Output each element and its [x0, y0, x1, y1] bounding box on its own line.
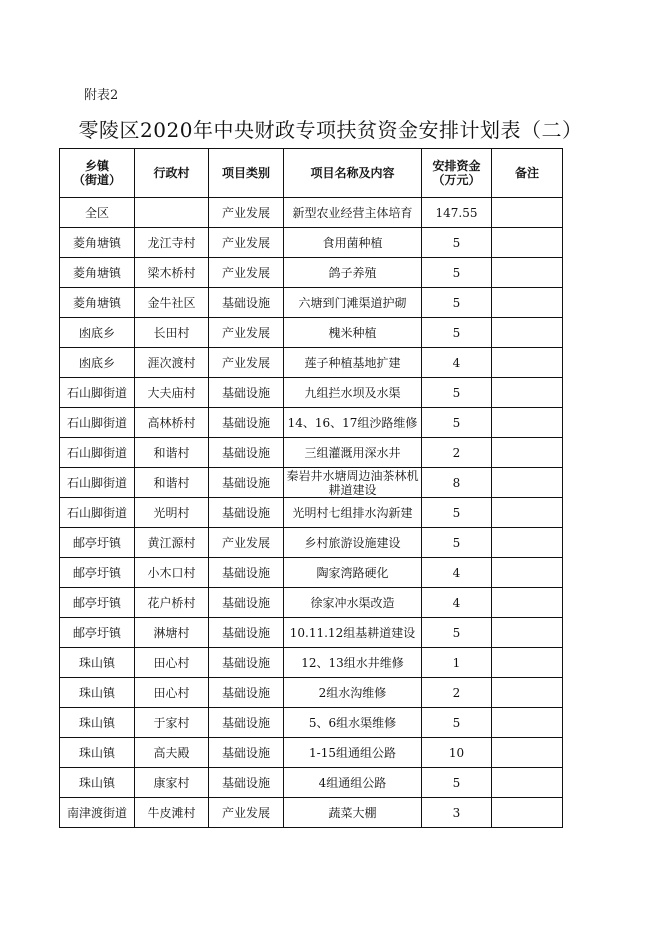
- cell-village: 和谐村: [135, 438, 209, 468]
- cell-funds: 2: [422, 678, 492, 708]
- table-row: [60, 378, 563, 408]
- cell-remarks: [492, 558, 563, 588]
- cell-project: 三组灌溉用深水井: [284, 438, 422, 468]
- cell-village: 田心村: [135, 648, 209, 678]
- cell-category: 产业发展: [209, 228, 284, 258]
- cell-funds: 5: [422, 288, 492, 318]
- cell-township: 邮亭圩镇: [60, 558, 135, 588]
- cell-project: 14、16、17组沙路维修: [284, 408, 422, 438]
- cell-category: 基础设施: [209, 498, 284, 528]
- cell-village: [135, 198, 209, 228]
- cell-remarks: [492, 588, 563, 618]
- cell-village: 光明村: [135, 498, 209, 528]
- cell-village: 金牛社区: [135, 288, 209, 318]
- table-row: [60, 438, 563, 468]
- cell-remarks: [492, 648, 563, 678]
- cell-funds: 4: [422, 558, 492, 588]
- cell-village: 淋塘村: [135, 618, 209, 648]
- table-row: [60, 258, 563, 288]
- cell-project: 六塘到门滩渠道护砌: [284, 288, 422, 318]
- cell-funds: 5: [422, 318, 492, 348]
- cell-village: 梁木桥村: [135, 258, 209, 288]
- cell-project: 新型农业经营主体培育: [284, 198, 422, 228]
- table-row: [60, 468, 563, 498]
- cell-township: 南津渡街道: [60, 798, 135, 828]
- cell-project: 1-15组通组公路: [284, 738, 422, 768]
- cell-funds: 5: [422, 228, 492, 258]
- table-row: [60, 228, 563, 258]
- cell-village: 龙江寺村: [135, 228, 209, 258]
- cell-township: 珠山镇: [60, 648, 135, 678]
- cell-project: 2组水沟维修: [284, 678, 422, 708]
- cell-village: 田心村: [135, 678, 209, 708]
- cell-remarks: [492, 348, 563, 378]
- cell-township: 全区: [60, 198, 135, 228]
- cell-project: 蔬菜大棚: [284, 798, 422, 828]
- cell-township: 石山脚街道: [60, 468, 135, 498]
- table-row: [60, 288, 563, 318]
- header-funds: [422, 149, 492, 198]
- cell-remarks: [492, 408, 563, 438]
- cell-category: 基础设施: [209, 288, 284, 318]
- table-row: [60, 768, 563, 798]
- cell-remarks: [492, 468, 563, 498]
- cell-remarks: [492, 738, 563, 768]
- cell-remarks: [492, 318, 563, 348]
- header-funds-line1: 安排资金: [432, 159, 481, 173]
- cell-township: 珠山镇: [60, 708, 135, 738]
- cell-township: 凼底乡: [60, 348, 135, 378]
- table-row: [60, 738, 563, 768]
- cell-village: 大夫庙村: [135, 378, 209, 408]
- cell-village: 涯次渡村: [135, 348, 209, 378]
- table-row: [60, 198, 563, 228]
- table-row: [60, 588, 563, 618]
- table-row: [60, 558, 563, 588]
- cell-township: 石山脚街道: [60, 438, 135, 468]
- table-row: [60, 528, 563, 558]
- cell-project: 莲子种植基地扩建: [284, 348, 422, 378]
- table-row: [60, 798, 563, 828]
- cell-remarks: [492, 618, 563, 648]
- cell-project: 九组拦水坝及水渠: [284, 378, 422, 408]
- cell-remarks: [492, 288, 563, 318]
- cell-funds: 3: [422, 798, 492, 828]
- cell-category: 基础设施: [209, 438, 284, 468]
- page-title: 零陵区2020年中央财政专项扶贫资金安排计划表（二）: [78, 118, 583, 142]
- cell-category: 产业发展: [209, 318, 284, 348]
- cell-project: 槐米种植: [284, 318, 422, 348]
- cell-village: 小木口村: [135, 558, 209, 588]
- cell-township: 珠山镇: [60, 678, 135, 708]
- cell-category: 基础设施: [209, 768, 284, 798]
- cell-funds: 2: [422, 438, 492, 468]
- cell-funds: 8: [422, 468, 492, 498]
- cell-category: 基础设施: [209, 588, 284, 618]
- cell-village: 高林桥村: [135, 408, 209, 438]
- cell-project: 12、13组水井维修: [284, 648, 422, 678]
- cell-remarks: [492, 378, 563, 408]
- cell-remarks: [492, 798, 563, 828]
- table-row: [60, 618, 563, 648]
- cell-township: 邮亭圩镇: [60, 588, 135, 618]
- cell-funds: 5: [422, 708, 492, 738]
- cell-project: 10.11.12组基耕道建设: [284, 618, 422, 648]
- cell-category: 基础设施: [209, 738, 284, 768]
- cell-township: 凼底乡: [60, 318, 135, 348]
- cell-village: 黄江源村: [135, 528, 209, 558]
- cell-remarks: [492, 708, 563, 738]
- cell-project: 4组通组公路: [284, 768, 422, 798]
- cell-category: 产业发展: [209, 798, 284, 828]
- table-row: [60, 648, 563, 678]
- cell-project: 5、6组水渠维修: [284, 708, 422, 738]
- cell-remarks: [492, 498, 563, 528]
- header-township-line2: （街道）: [72, 173, 121, 187]
- cell-township: 石山脚街道: [60, 378, 135, 408]
- cell-funds: 5: [422, 768, 492, 798]
- cell-remarks: [492, 258, 563, 288]
- cell-project: 光明村七组排水沟新建: [284, 498, 422, 528]
- cell-village: 花户桥村: [135, 588, 209, 618]
- cell-funds: 5: [422, 258, 492, 288]
- cell-remarks: [492, 198, 563, 228]
- cell-township: 石山脚街道: [60, 408, 135, 438]
- table-row: [60, 348, 563, 378]
- cell-funds: 4: [422, 588, 492, 618]
- table-row: [60, 498, 563, 528]
- cell-village: 长田村: [135, 318, 209, 348]
- cell-township: 菱角塘镇: [60, 258, 135, 288]
- cell-village: 牛皮滩村: [135, 798, 209, 828]
- header-project: 项目名称及内容: [284, 149, 422, 198]
- cell-township: 菱角塘镇: [60, 288, 135, 318]
- cell-remarks: [492, 678, 563, 708]
- cell-township: 邮亭圩镇: [60, 618, 135, 648]
- cell-project: 乡村旅游设施建设: [284, 528, 422, 558]
- cell-category: 基础设施: [209, 558, 284, 588]
- cell-township: 菱角塘镇: [60, 228, 135, 258]
- cell-funds: 5: [422, 498, 492, 528]
- cell-category: 基础设施: [209, 708, 284, 738]
- cell-project: 鸽子养殖: [284, 258, 422, 288]
- cell-category: 基础设施: [209, 648, 284, 678]
- cell-township: 珠山镇: [60, 738, 135, 768]
- cell-funds: 5: [422, 528, 492, 558]
- cell-township: 石山脚街道: [60, 498, 135, 528]
- cell-funds: 1: [422, 648, 492, 678]
- cell-remarks: [492, 228, 563, 258]
- cell-category: 基础设施: [209, 378, 284, 408]
- table-header-row: [60, 149, 563, 198]
- cell-category: 产业发展: [209, 348, 284, 378]
- cell-project: 陶家湾路硬化: [284, 558, 422, 588]
- table-row: [60, 318, 563, 348]
- cell-funds: 4: [422, 348, 492, 378]
- cell-project: 食用菌种植: [284, 228, 422, 258]
- header-remarks: 备注: [492, 149, 563, 198]
- cell-township: 邮亭圩镇: [60, 528, 135, 558]
- header-township: [60, 149, 135, 198]
- cell-category: 基础设施: [209, 408, 284, 438]
- cell-remarks: [492, 528, 563, 558]
- cell-funds: 5: [422, 618, 492, 648]
- header-township-line1: 乡镇: [84, 159, 109, 173]
- cell-funds: 147.55: [422, 198, 492, 228]
- cell-category: 产业发展: [209, 198, 284, 228]
- cell-funds: 5: [422, 378, 492, 408]
- cell-village: 高夫殿: [135, 738, 209, 768]
- cell-category: 基础设施: [209, 618, 284, 648]
- cell-funds: 10: [422, 738, 492, 768]
- cell-category: 基础设施: [209, 678, 284, 708]
- cell-category: 产业发展: [209, 258, 284, 288]
- attachment-label: 附表2: [84, 88, 119, 103]
- cell-remarks: [492, 768, 563, 798]
- header-funds-line2: （万元）: [432, 173, 481, 187]
- header-category: 项目类别: [209, 149, 284, 198]
- funding-plan-table: [59, 148, 563, 828]
- cell-project: 秦岩井水塘周边油茶林机耕道建设: [284, 468, 422, 498]
- cell-village: 和谐村: [135, 468, 209, 498]
- cell-village: 康家村: [135, 768, 209, 798]
- cell-township: 珠山镇: [60, 768, 135, 798]
- cell-category: 基础设施: [209, 468, 284, 498]
- table-row: [60, 678, 563, 708]
- cell-project: 徐家冲水渠改造: [284, 588, 422, 618]
- table-row: [60, 708, 563, 738]
- cell-category: 产业发展: [209, 528, 284, 558]
- table-row: [60, 408, 563, 438]
- header-village: 行政村: [135, 149, 209, 198]
- cell-remarks: [492, 438, 563, 468]
- cell-funds: 5: [422, 408, 492, 438]
- cell-village: 于家村: [135, 708, 209, 738]
